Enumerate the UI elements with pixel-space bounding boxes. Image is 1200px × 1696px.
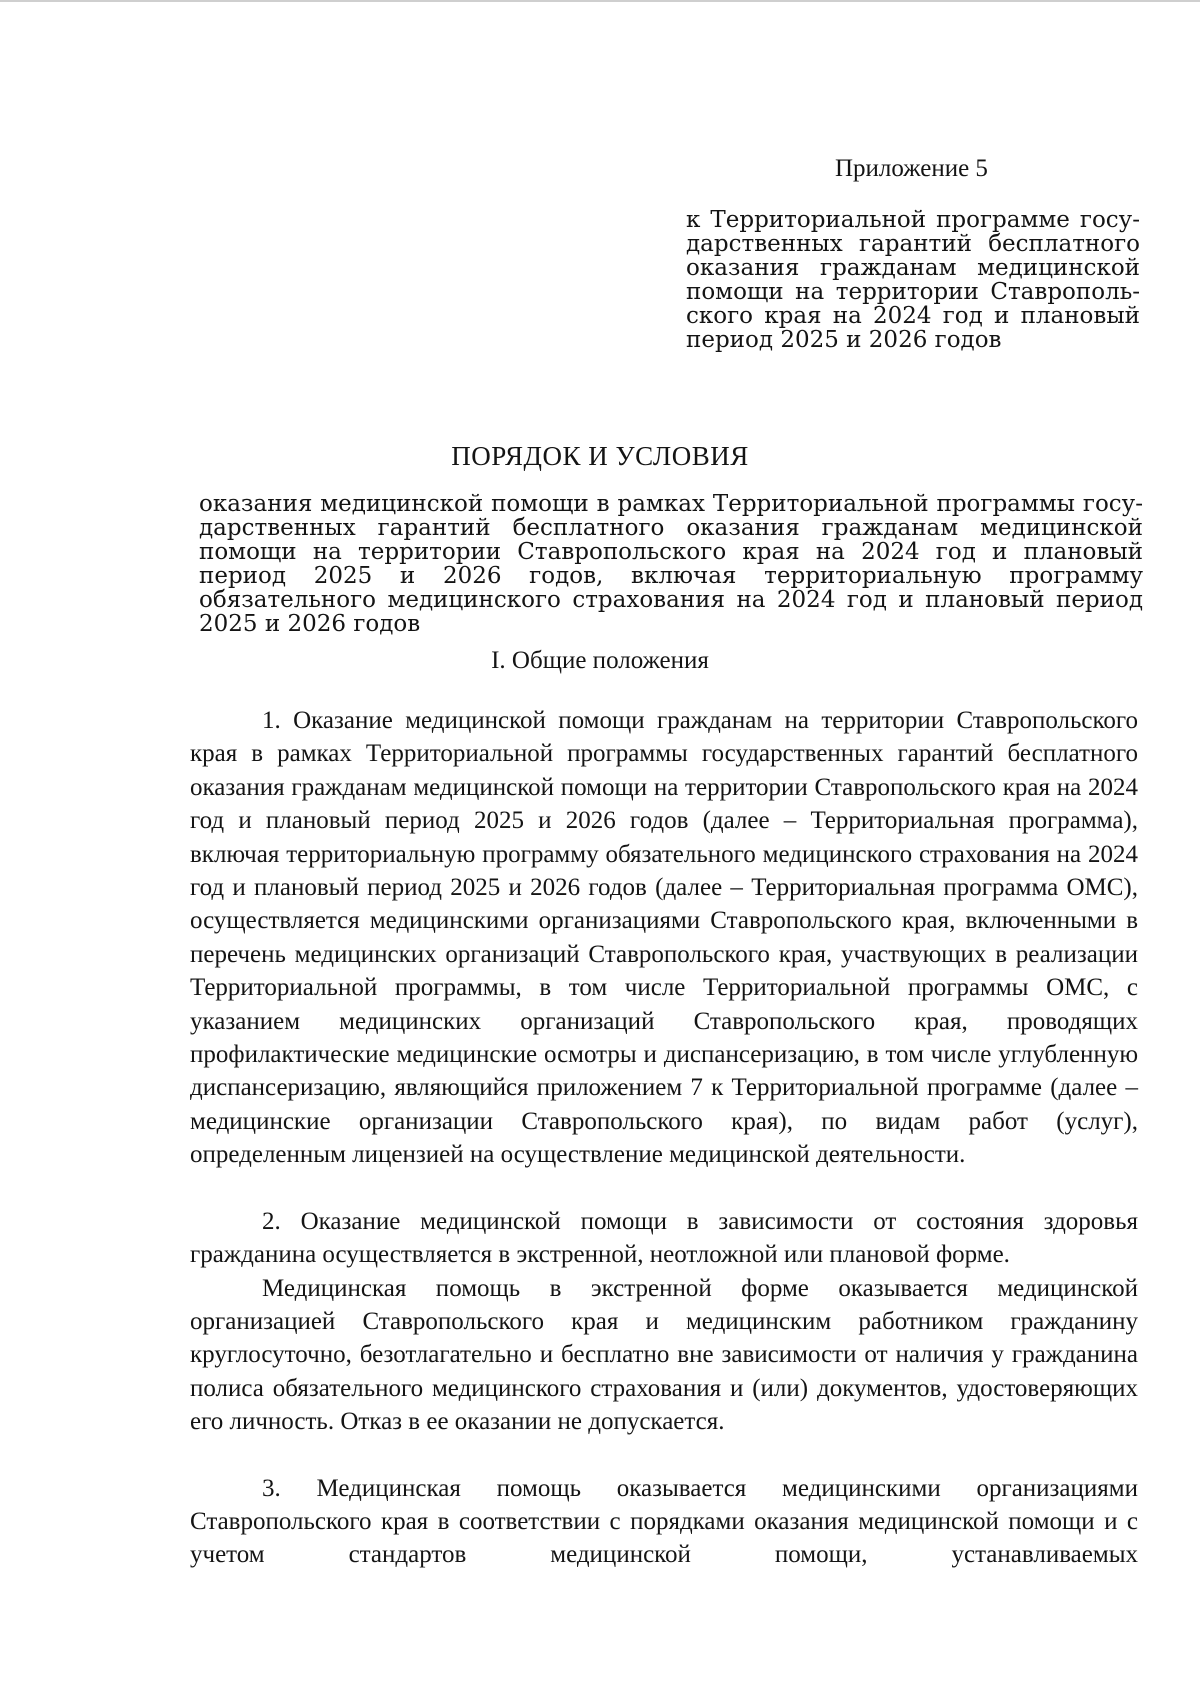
paragraph-2-continued: Медицинская помощь в экстренной форме оказывается медицинской организацией Ставропольского края и медицинским работником гражданину круглосуточно, безотлагательно и бесплатно вне зависимости от наличия у гражданина полиса обязательного медицинского страхования и (или) документов, удостоверяющих его личность. Отказ в ее оказании не допускается. bbox=[190, 1274, 1138, 1436]
document-title: ПОРЯДОК И УСЛОВИЯ bbox=[451, 441, 749, 471]
page-top-edge bbox=[0, 0, 1200, 2]
paragraph-3: 3. Медицинская помощь оказывается медицинскими организациями Ставропольского края в соответствии с порядками оказания медицинской помощи и с учетом стандартов медицинской помощи, устанавливаемых bbox=[190, 1474, 1138, 1569]
paragraph-2: 2. Оказание медицинской помощи в зависимости от состояния здоровья гражданина осуществляется в экстренной, неотложной или плановой форме. bbox=[190, 1207, 1138, 1269]
appendix-number: Приложение 5 bbox=[835, 155, 988, 182]
appendix-reference: к Территориальной программе государственных гарантий бесплатного оказания гражданам медицинской помощи на территории Ставропольского края на 2024 год и плановый период 2025 и 2026 годов bbox=[686, 207, 1140, 353]
section-body bbox=[190, 704, 1138, 1572]
document-subtitle: оказания медицинской помощи в рамках Территориальной программы государственных гарантий бесплатного оказания гражданам медицинской помощи на территории Ставропольского края на 2024 год и плановый период 2025 и 2026 годов, включая территориальную программу обязательного медицинского страхования на 2024 год и плановый период 2025 и 2026 годов bbox=[199, 491, 1143, 637]
paragraph-1: 1. Оказание медицинской помощи гражданам на территории Ставропольского края в рамках Территориальной программы государственных гарантий бесплатного оказания гражданам медицинской помощи на территории Ставропольского края на 2024 год и плановый период 2025 и 2026 годов (далее – Территориальная программа), включая территориальную программу обязательного медицинского страхования на 2024 год и плановый период 2025 и 2026 годов (далее – Территориальная программа ОМС), осуществляется медицинскими организациями Ставропольского края, включенными в перечень медицинских организаций Ставропольского края, участвующих в реализации Территориальной программы, в том числе Территориальной программы ОМС, с указанием медицинских организаций Ставропольского края, проводящих профилактические медицинские осмотры и диспансеризацию, в том числе углубленную диспансеризацию, являющийся приложением 7 к Территориальной программе (далее – медицинские организации Ставропольского края), по видам работ (услуг), определенным лицензией на осуществление медицинской деятельности. bbox=[190, 707, 1138, 1169]
section-heading: I. Общие положения bbox=[491, 647, 709, 674]
